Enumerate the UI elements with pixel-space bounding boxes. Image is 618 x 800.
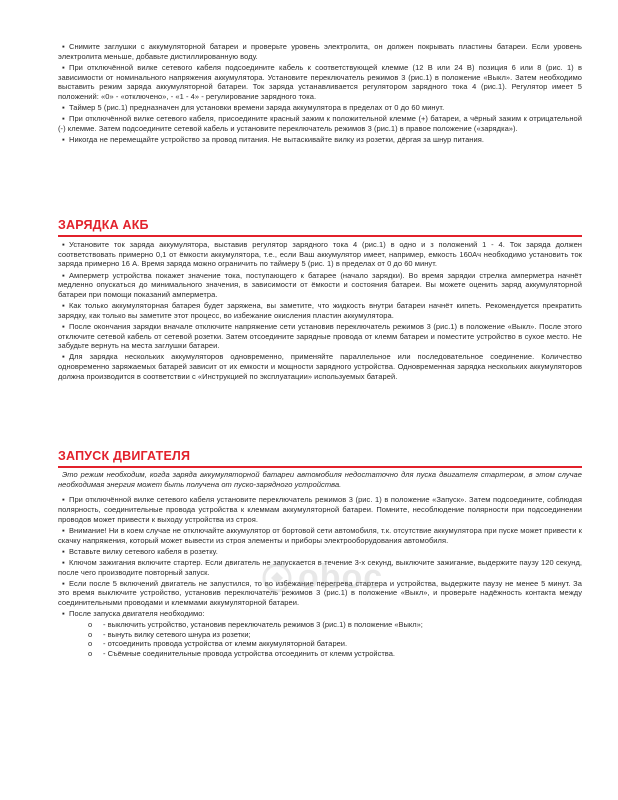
paragraph [58, 63, 582, 102]
bullet-icon: ▪ [62, 578, 65, 588]
paragraph-text: Амперметр устройства покажет значение тока, поступающего к батарее (начало зарядки). Во время зарядки стрелка амперметра начнёт медленно опускаться до минимального значения, в зависимости от ёмкости и состояния батареи. Вы можете оценить заряд аккумуляторной батареи при помощи показаний амперметра. [58, 270, 582, 299]
list-item-text: - выключить устройство, установив переключатель режимов 3 (рис.1) в положение «Выкл»; [103, 620, 423, 630]
list-item [88, 620, 582, 630]
paragraph-text: При отключённой вилке сетевого кабеля подсоедините кабель к соответствующей клемме (12 В или 24 В) позиция 6 или 8 (рис. 1) в зависимости от номинального напряжения аккумулятора. Установите переключатель режимов 3 (рис.1) в положение «Выкл». Затем необходимо выставить режим заряда аккумуляторной батареи. Ток заряда устанавливается регулятором зарядного тока 4 (рис.1). Регулятор имеет 5 положений: «0» - «отключено», - «1 - 4» - регулирование зарядного тока. [58, 62, 582, 101]
section-intro: Это режим необходим, когда заряда аккумуляторной батареи автомобиля недостаточно для пуска двигателя стартером, в этом случае необходимая энергия может быть получена от пуско-зарядного устройства. [58, 470, 582, 489]
engine-start-steps [58, 470, 582, 659]
paragraph [58, 495, 582, 524]
paragraph-text: Вставьте вилку сетевого кабеля в розетку. [69, 546, 218, 556]
list-item [88, 639, 582, 649]
bullet-icon: ▪ [62, 352, 65, 362]
paragraph-text: Установите ток заряда аккумулятора, выставив регулятор зарядного тока 4 (рис.1) в одно и з положений 1 - 4. Ток заряда должен соответствовать примерно 0,1 от ёмкости аккумулятора, т.е., если Ваш аккумулятор имеет, например, емкость 160Ач необходимо установить ток заряда примерно 16 А. Время заряда можно ограничить по таймеру 5 (рис. 1) в пределах от 0 до 60 минут. [58, 240, 582, 269]
charging-steps [58, 240, 582, 383]
paragraph [58, 352, 582, 381]
bullet-icon: ▪ [62, 525, 65, 535]
bullet-icon: ▪ [62, 134, 65, 144]
paragraph [58, 114, 582, 133]
paragraph [58, 558, 582, 577]
paragraph [58, 322, 582, 351]
bullet-icon: ▪ [62, 42, 65, 51]
paragraph [58, 135, 582, 145]
list-item-text: - вынуть вилку сетевого шнура из розетки; [103, 629, 251, 639]
circle-bullet-icon: o [88, 629, 93, 639]
bullet-icon: ▪ [62, 103, 65, 112]
paragraph-text: Как только аккумуляторная батарея будет заряжена, вы заметите, что жидкость внутри батареи начнёт кипеть. Рекомендуется прекратить зарядку, как только вы заметите этот процесс, во избежание окисления пластин аккумулятора. [58, 301, 582, 320]
paragraph-text: Для зарядка нескольких аккумуляторов одновременно, применяйте параллельное или последовательное соединение. Количество одновременно заряжаемых батарей зависит от их емкости и мощности зарядного устройства. Одновременная зарядка нескольких аккумуляторов должна производится в соответствии с «Инструкцией по эксплуатации» используемых батарей. [58, 352, 582, 381]
paragraph-text: Таймер 5 (рис.1) предназначен для установки времени заряда аккумулятора в пределах от 0 до 60 минут. [69, 103, 445, 112]
bullet-icon: ▪ [62, 609, 65, 619]
circle-bullet-icon: o [88, 639, 93, 649]
bullet-icon: ▪ [62, 114, 65, 124]
bullet-icon: ▪ [62, 546, 65, 556]
bullet-icon: ▪ [62, 557, 65, 567]
section-divider [58, 466, 582, 468]
bullet-icon: ▪ [62, 240, 65, 249]
circle-bullet-icon: o [88, 620, 93, 630]
paragraph [58, 609, 582, 619]
paragraph-text: Если после 5 включений двигатель не запустился, то во избежание перегрева стартера и устройства, выдержите паузу не менее 5 минут. За это время выключите устройство, установив переключатель режимов 3 (рис.1) в положение «Выкл», и проверьте надёжность контакта между соединительными проводами и клеммами аккумуляторной батареи. [58, 578, 582, 607]
list-item-text: - отсоединить провода устройства от клемм аккумуляторной батареи. [103, 639, 348, 649]
section-divider [58, 235, 582, 237]
paragraph-text: После окончания зарядки вначале отключите напряжение сети установив переключатель режимов 3 (рис.1) в положение «Выкл». После этого отключите сетевой кабель от сетевой розетки. Затем отсоедините зарядные провода от клемм батареи и поместите устройство в сухое место. Не забудьте вернуть на места заглушки батареи. [58, 321, 582, 351]
paragraph [58, 42, 582, 61]
bullet-icon: ▪ [62, 301, 65, 310]
paragraph-text: После запуска двигателя необходимо: [69, 609, 205, 619]
list-item [88, 630, 582, 640]
paragraph-text: Никогда не перемещайте устройство за провод питания. Не вытаскивайте вилку из розетки, дёргая за шнур питания. [69, 134, 484, 144]
paragraph [58, 547, 582, 557]
section-title-engine-start: ЗАПУСК ДВИГАТЕЛЯ [58, 449, 191, 463]
paragraph-text: Снимите заглушки с аккумуляторной батареи и проверьте уровень электролита, он должен покрывать пластины батареи. Если уровень электролита меньше, добавьте дистиллированную воду. [58, 42, 582, 61]
bullet-icon: ▪ [62, 321, 65, 331]
watermark-text: oboc [298, 558, 384, 596]
list-item [88, 649, 582, 659]
paragraph-text: При отключённой вилке сетевого кабеля установите переключатель режимов 3 (рис. 1) в положение «Запуск». Затем подсоедините, соблюдая полярность, соединительные провода устройства к клеммам аккумуляторной батареи. Помните, несоблюдение полярности при подсоединении проводов может привести к выходу устройства из строя. [58, 495, 582, 524]
paragraph [58, 103, 582, 113]
circle-bullet-icon: o [88, 648, 93, 658]
paragraph [58, 271, 582, 300]
bullet-icon: ▪ [62, 270, 65, 280]
paragraph-text: Ключом зажигания включите стартер. Если двигатель не запускается в течение 3-х секунд, выключите зажигание, выдержите паузу 120 секунд, после чего производите повторный запуск. [58, 557, 582, 577]
paragraph-text: При отключённой вилке сетевого кабеля, присоедините красный зажим к положительной клемме (+) батареи, а чёрный зажим к отрицательной (-) клемме. Затем подсоедините сетевой кабель и установите переключатель режимов 3 (рис.1) в правое положение («зарядка»). [58, 114, 582, 133]
paragraph [58, 240, 582, 269]
paragraph [58, 301, 582, 320]
paragraph-text: Внимание! Ни в коем случае не отключайте аккумулятор от бортовой сети автомобиля, т.к. отсутствие аккумулятора при пуске может привести к скачку напряжения, который может вывести из строя элементы и приборы электрооборудования автомобиля. [58, 525, 582, 545]
section-title-charging: ЗАРЯДКА АКБ [58, 218, 149, 232]
bullet-icon: ▪ [62, 495, 65, 505]
paragraph [58, 579, 582, 608]
bullet-icon: ▪ [62, 62, 65, 72]
paragraph [58, 526, 582, 545]
after-start-sublist [58, 620, 582, 658]
list-item-text: - Съёмные соединительные провода устройства отсоединить от клемм устройства. [103, 648, 395, 658]
preparation-steps [58, 42, 582, 146]
